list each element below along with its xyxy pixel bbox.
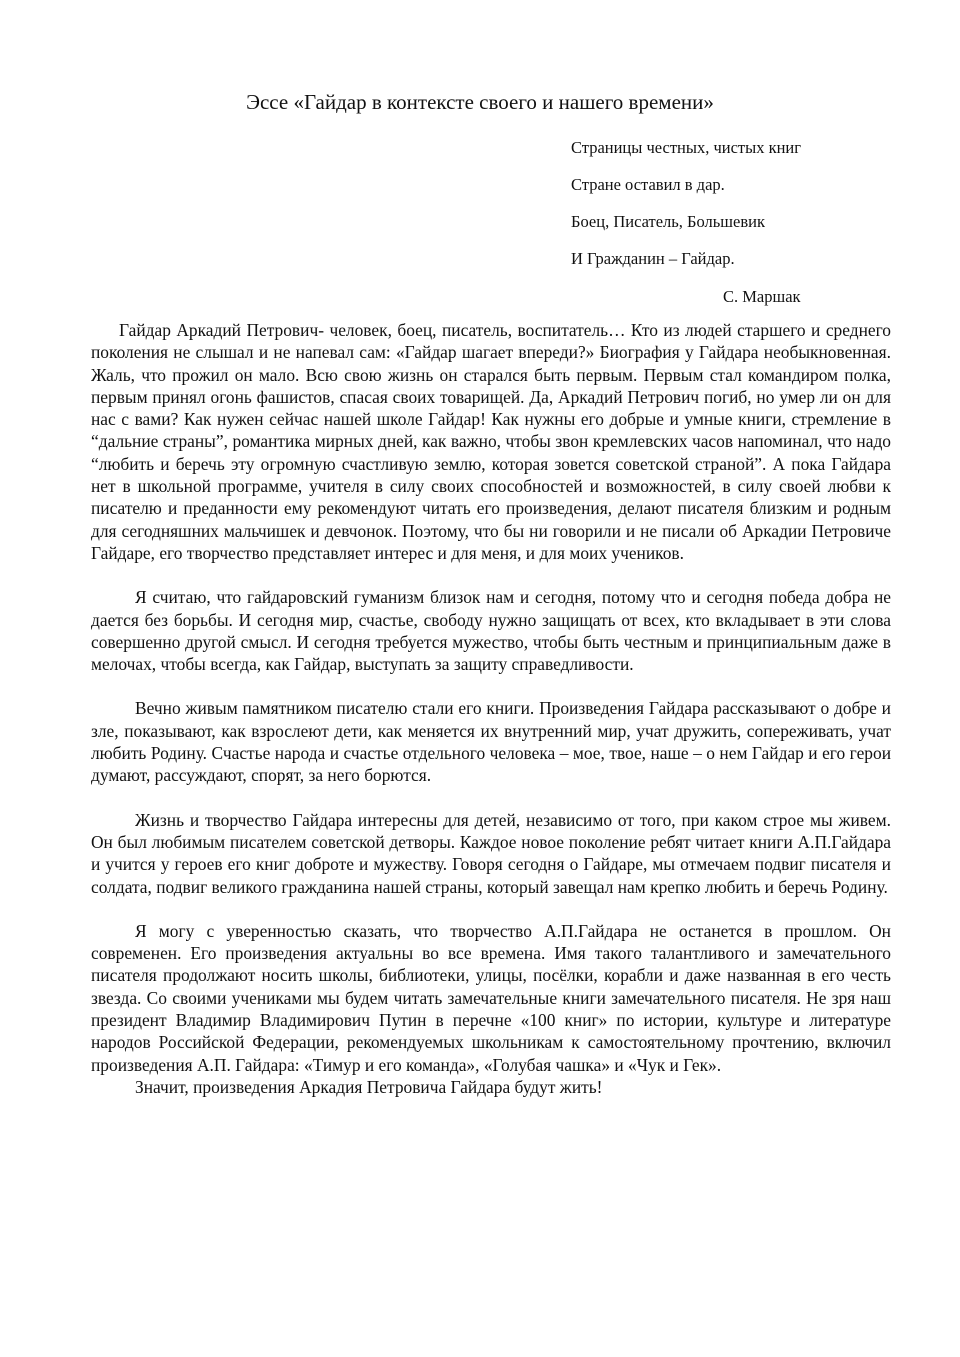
epigraph-author: С. Маршак: [723, 287, 801, 306]
essay-body: [91, 319, 891, 1098]
paragraph: Вечно живым памятником писателю стали его книги. Произведения Гайдара рассказывают о добре и зле, показывают, как взрослеют дети, как меняется их внутренний мир, учат дружить, сопереживать, учат любить Родину. Счастье народа и счастье отдельного человека – мое, твое, наше – о нем Гайдар и его герои думают, рассуждают, спорят, за него борются.: [91, 698, 891, 786]
essay-title: Эссе «Гайдар в контексте своего и нашего времени»: [246, 90, 714, 114]
paragraph: Я могу с уверенностью сказать, что творчество А.П.Гайдара не останется в прошлом. Он современен. Его произведения актуальны во все времена. Имя такого талантливого и замечательного писателя продолжают носить школы, библиотеки, улицы, посёлки, корабли и даже названная в его честь звезда. Со своими учениками мы будем читать замечательные книги замечательного писателя. Не зря наш президент Владимир Владимирович Путин в перечне «100 книг» по истории, культуре и литературе народов Российской Федерации, рекомендуемых школьникам к самостоятельному прочтению, включил произведения А.П. Гайдара: «Тимур и его команда», «Голубая чашка» и «Чук и Гек».: [91, 920, 891, 1075]
closing-paragraph: Значит, произведения Аркадия Петровича Гайдара будут жить!: [135, 1076, 603, 1097]
epigraph-line: Боец, Писатель, Большевик: [571, 212, 765, 231]
epigraph-line: Страницы честных, чистых книг: [571, 138, 802, 157]
epigraph-line: И Гражданин – Гайдар.: [571, 249, 735, 268]
epigraph-line: Стране оставил в дар.: [571, 175, 725, 194]
epigraph: [571, 136, 871, 306]
paragraph: Жизнь и творчество Гайдара интересны для детей, независимо от того, при каком строе мы живем. Он был любимым писателем советской детворы. Каждое новое поколение ребят читает книги А.П.Гайдара и учится у героев его книг доброте и мужеству. Говоря сегодня о Гайдаре, мы отмечаем подвиг писателя и солдата, подвиг великого гражданина нашей страны, который завещал нам крепко любить и беречь Родину.: [91, 809, 891, 897]
paragraph: Гайдар Аркадий Петрович- человек, боец, писатель, воспитатель… Кто из людей старшего и среднего поколения не слышал и не напевал сам: «Гайдар шагает впереди?» Биография у Гайдара необыкновенная. Жаль, что прожил он мало. Всю свою жизнь он старался быть первым. Первым стал командиром полка, первым принял огонь фашистов, спасая своих товарищей. Да, Аркадий Петрович погиб, но умер ли он для нас с вами? Как нужен сейчас нашей школе Гайдар! Как нужны его добрые и умные книги, стремление в “дальние страны”, романтика мирных дней, как важно, чтобы звон кремлевских часов напоминал, что надо “любить и беречь эту огромную счастливую землю, которая зовется советской страной”. А пока Гайдара нет в школьной программе, учителя в силу своих способностей и возможностей, в силу своей любви к писателю и преданности ему рекомендуют читать его произведения, делают писателя близким и родным для сегодняшних мальчишек и девчонок. Поэтому, что бы ни говорили и не писали об Аркадии Петровиче Гайдаре, его творчество представляет интерес и для меня, и для моих учеников.: [91, 320, 891, 563]
paragraph: Я считаю, что гайдаровский гуманизм близок нам и сегодня, потому что и сегодня победа добра не дается без борьбы. И сегодня мир, счастье, свободу нужно защищать от всех, кто вкладывает в эти слова совершенно другой смысл. И сегодня требуется мужество, чтобы быть честным и принципиальным даже в мелочах, чтобы всегда, как Гайдар, выступать за защиту справедливости.: [91, 587, 891, 675]
